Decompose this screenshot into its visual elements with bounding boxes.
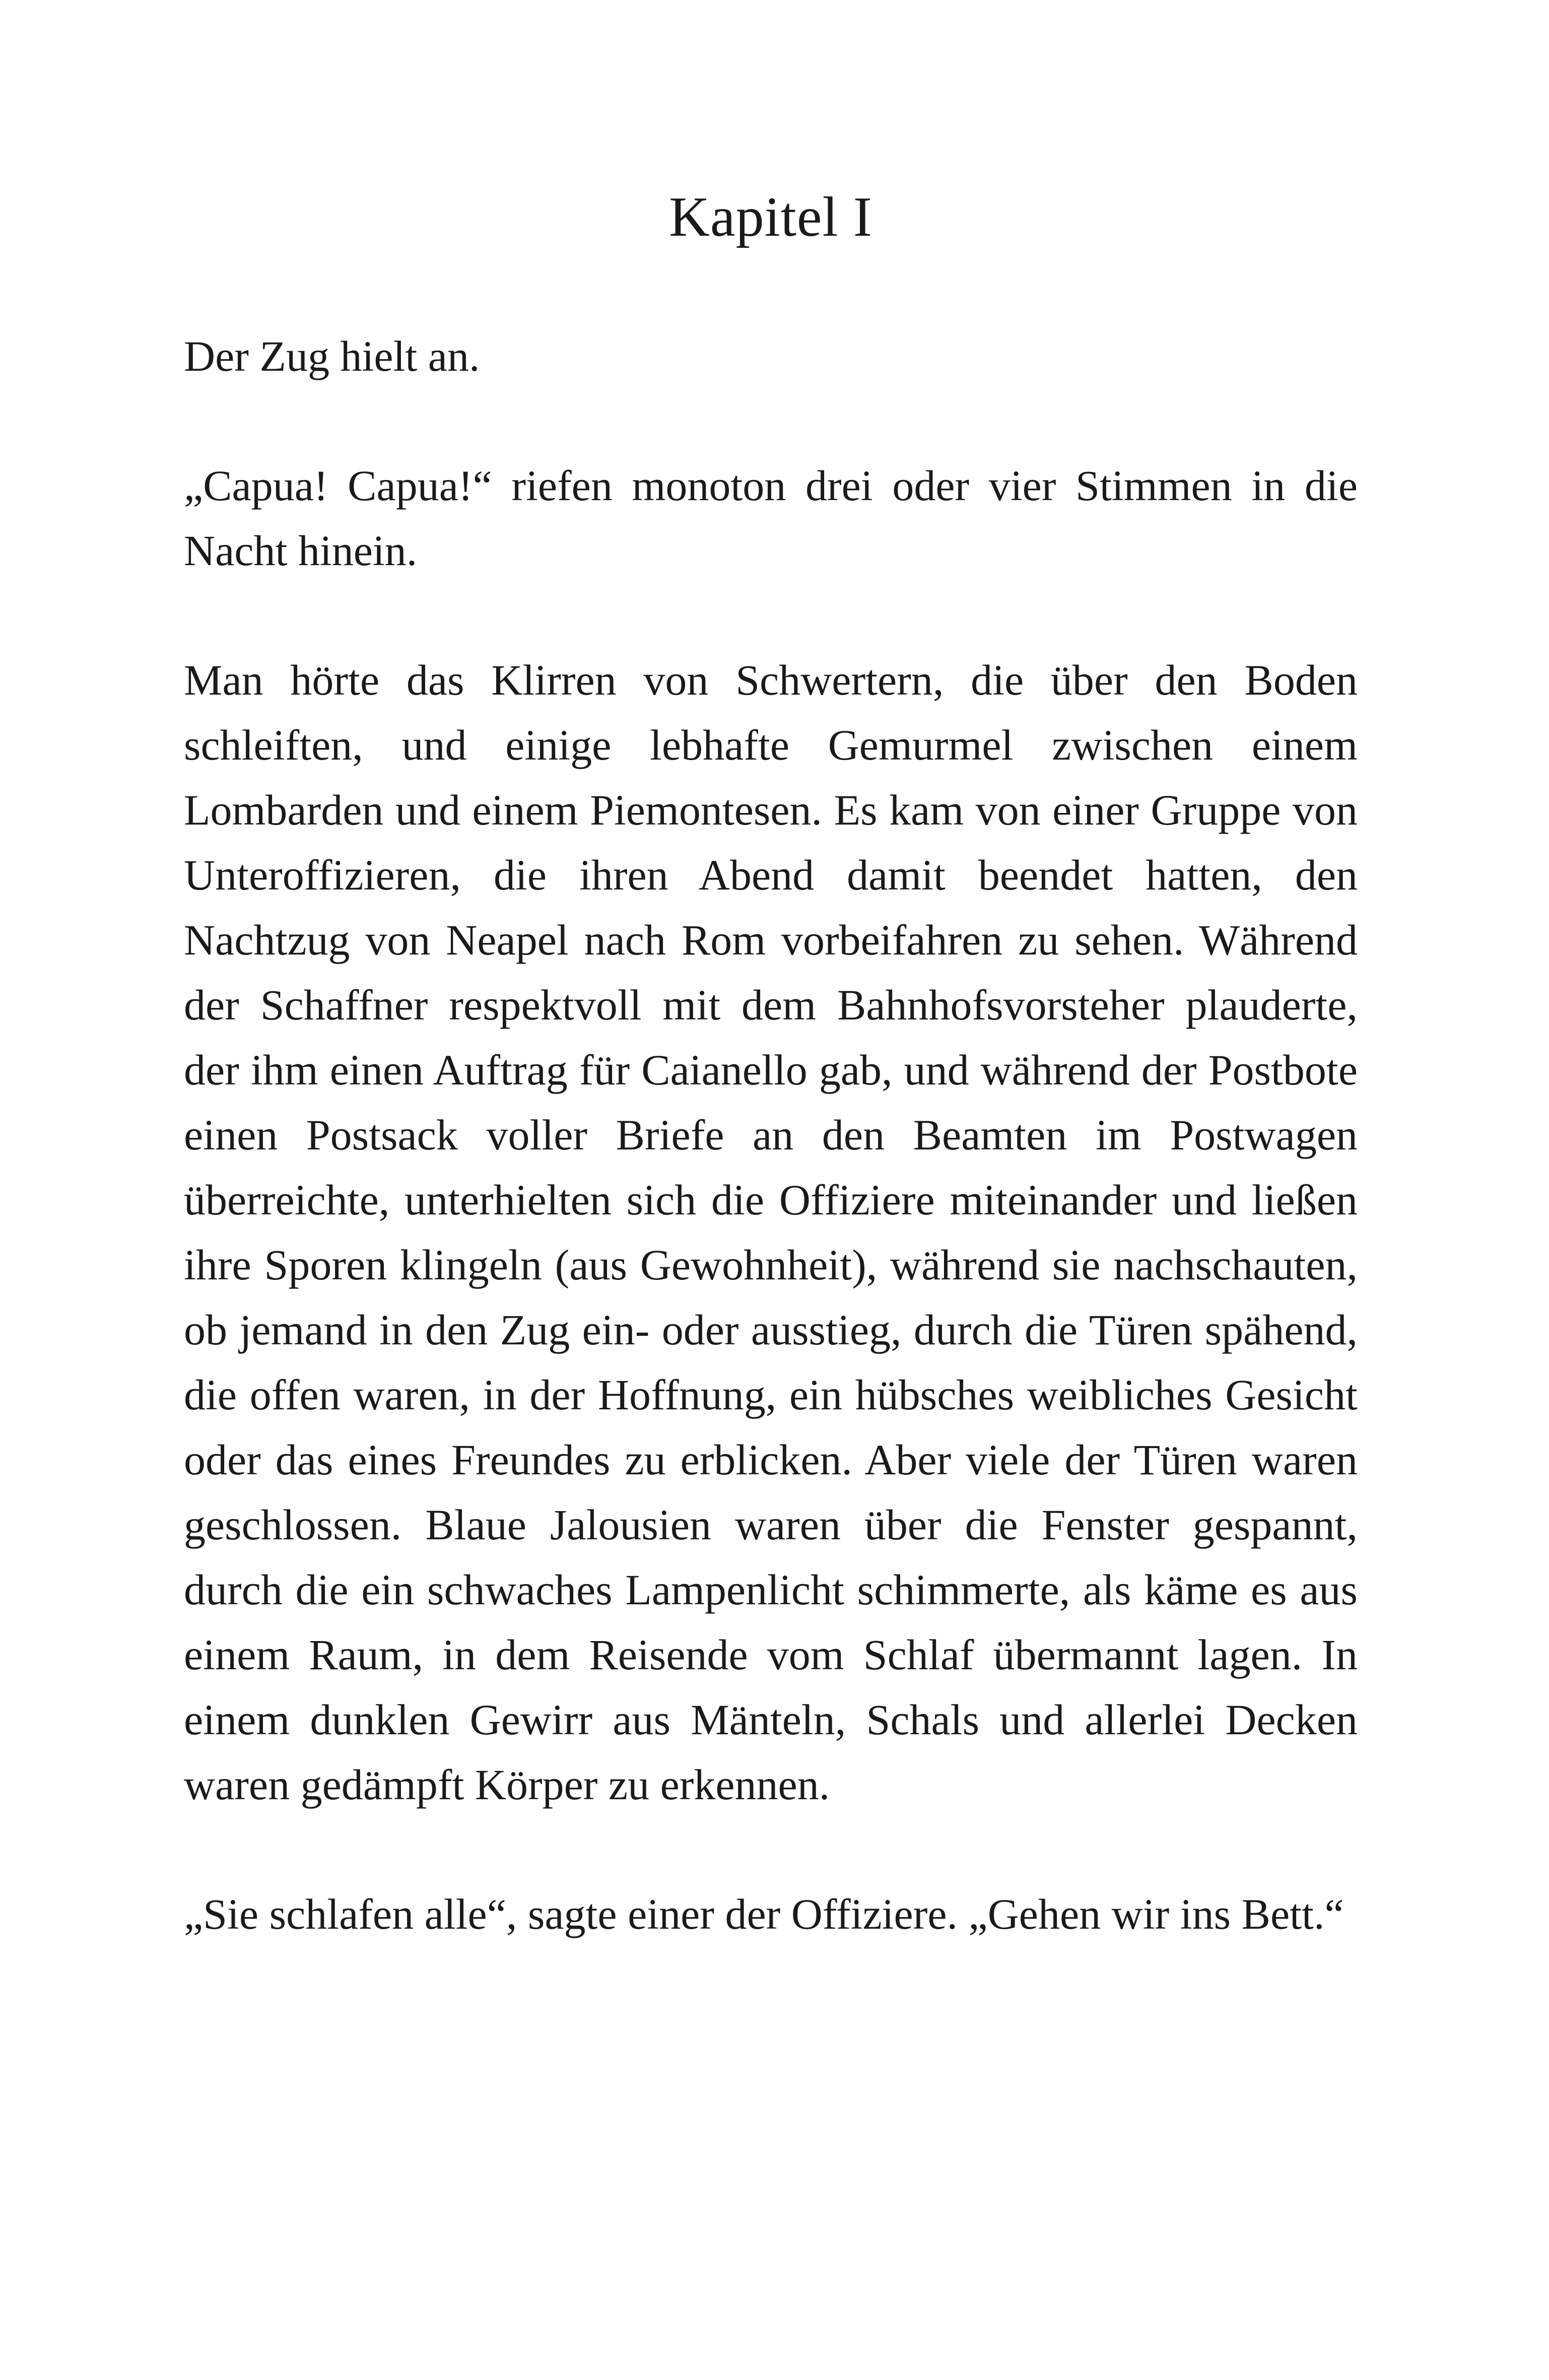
paragraph-officer-remark: „Sie schlafen alle“, sagte einer der Offiziere. „Gehen wir ins Bett.“ [184, 1890, 1344, 1939]
chapter-title: Kapitel I [669, 186, 872, 248]
paragraph-station-scene: Man hörte das Klirren von Schwertern, die über den Boden schleiften, und einige lebhafte Gemurmel zwischen einem Lombarden und einem Piemontesen. Es kam von einer Gruppe von Unteroffizieren, die ihren Abend damit beendet hatten, den Nachtzug von Neapel nach Rom vorbeifahren zu sehen. Während der Schaffner respektvoll mit dem Bahnhofsvorsteher plauderte, der ihm einen Auftrag für Caianello gab, und während der Postbote einen Postsack voller Briefe an den Beamten im Postwagen überreichte, unterhielten sich die Offiziere miteinander und ließen ihre Sporen klingeln (aus Gewohnheit), während sie nachschauten, ob jemand in den Zug ein- oder ausstieg, durch die Türen spähend, die offen waren, in der Hoffnung, ein hübsches weibliches Gesicht oder das eines Freundes zu erblicken. Aber viele der Türen waren geschlossen. Blaue Jalousien waren über die Fenster gespannt, durch die ein schwaches Lampenlicht schimmerte, als käme es aus einem Raum, in dem Reisende vom Schlaf übermannt lagen. In einem dunklen Gewirr aus Mänteln, Schals und allerlei Decken waren gedämpft Körper zu erkennen. [184, 656, 1358, 1809]
paragraph-train-stopped: Der Zug hielt an. [184, 332, 480, 381]
paragraph-capua-call: „Capua! Capua!“ riefen monoton drei oder vier Stimmen in die Nacht hinein. [184, 461, 1358, 575]
